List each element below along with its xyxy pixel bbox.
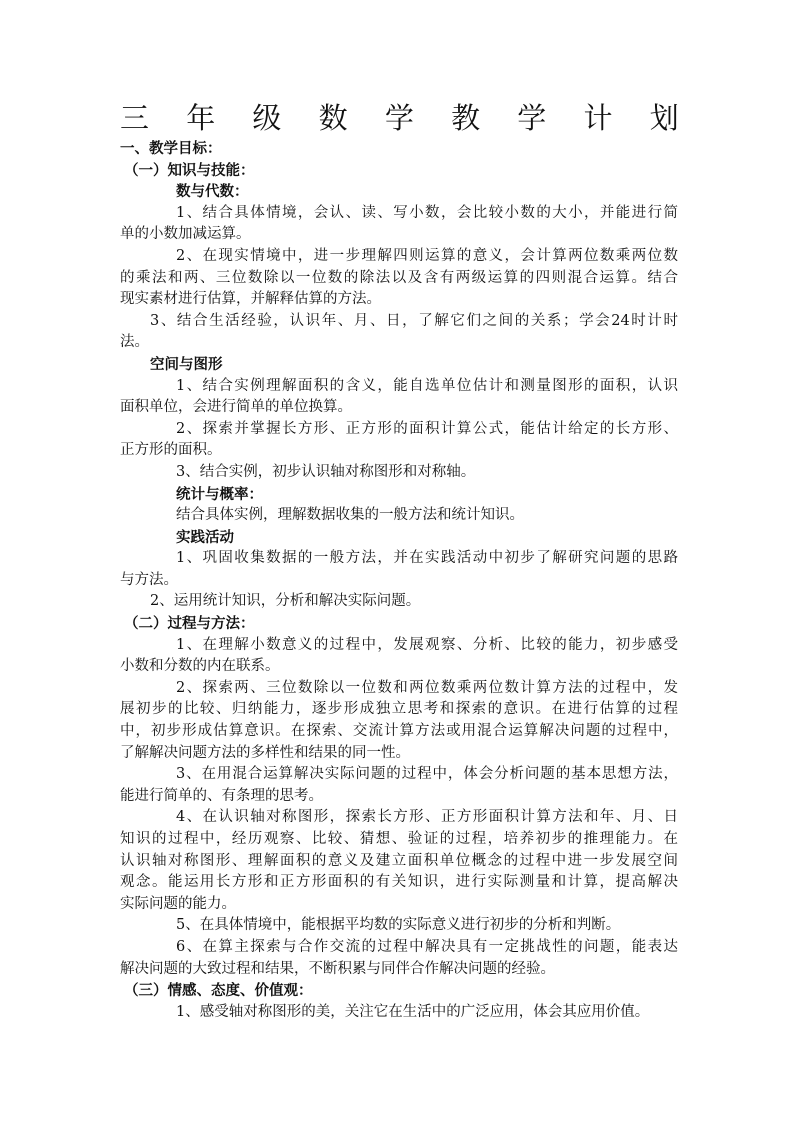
paragraph-line: 与方法。: [120, 571, 178, 588]
paragraph-line: 2、探索并掌握长方形、正方形的面积计算公式，能估计给定的长方形、: [176, 420, 678, 437]
paragraph-line: 3、结合实例，初步认识轴对称图形和对称轴。: [176, 463, 476, 480]
paragraph-line: 4、在认识轴对称图形，探索长方形、正方形面积计算方法和年、月、日: [176, 809, 678, 826]
paragraph-line: 2、在现实情境中，进一步理解四则运算的意义，会计算两位数乘两位数: [176, 247, 678, 264]
paragraph-line: 的乘法和两、三位数除以一位数的除法以及含有两级运算的四则混合运算。结合: [120, 269, 678, 286]
paragraph-line: 3、结合生活经验，认识年、月、日，了解它们之间的关系；学会24时计时: [150, 312, 678, 329]
subsection-heading-process-methods: （二）过程与方法：: [124, 615, 255, 633]
paragraph-line: 1、结合具体情境，会认、读、写小数，会比较小数的大小，并能进行简: [176, 204, 678, 221]
topic-heading-statistics: 统计与概率：: [176, 485, 263, 503]
paragraph-line: 解决问题的大致过程和结果，不断积累与同伴合作解决问题的经验。: [120, 960, 555, 977]
topic-heading-numbers-algebra: 数与代数：: [176, 183, 249, 201]
paragraph-line: 知识的过程中，经历观察、比较、猜想、验证的过程，培养初步的推理能力。在: [120, 831, 678, 847]
page-title: 三 年 级 数 学 教 学 计 划: [120, 101, 693, 135]
paragraph-line: 1、结合实例理解面积的含义，能自选单位估计和测量图形的面积，认识: [176, 377, 678, 394]
subsection-heading-attitudes-values: （三）情感、态度、价值观：: [124, 982, 313, 1000]
topic-heading-practice: 实践活动: [176, 528, 234, 546]
paragraph-line: 6、在算主探索与合作交流的过程中解决具有一定挑战性的问题，能表达: [176, 938, 678, 955]
paragraph-line: 1、感受轴对称图形的美，关注它在生活中的广泛应用，体会其应用价值。: [176, 1003, 650, 1020]
paragraph-line: 2、运用统计知识，分析和解决实际问题。: [150, 593, 421, 610]
paragraph-line: 能进行简单的、有条理的思考。: [120, 787, 323, 804]
paragraph-line: 5、在具体情境中，能根据平均数的实际意义进行初步的分析和判断。: [176, 917, 621, 934]
document-body: [120, 138, 678, 1023]
section-heading-teaching-goals: 一、教学目标：: [120, 140, 222, 157]
paragraph-line: 3、在用混合运算解决实际问题的过程中，体会分析问题的基本思想方法，: [176, 766, 678, 783]
paragraph-line: 1、在理解小数意义的过程中，发展观察、分析、比较的能力，初步感受: [176, 636, 678, 653]
paragraph-line: 实际问题的能力。: [120, 895, 236, 912]
paragraph-line: 观念。能运用长方形和正方形面积的有关知识，进行实际测量和计算，提高解决: [120, 874, 678, 891]
paragraph-line: 面积单位，会进行简单的单位换算。: [120, 399, 352, 416]
paragraph-line: 2、探索两、三位数除以一位数和两位数乘两位数计算方法的过程中，发: [176, 679, 678, 696]
paragraph-line: 展初步的比较、归纳能力，逐步形成独立思考和探索的意识。在进行估算的过程: [120, 701, 678, 718]
paragraph-line: 正方形的面积。: [120, 442, 222, 459]
subsection-heading-knowledge-skills: （一）知识与技能：: [124, 161, 255, 179]
paragraph-line: 现实素材进行估算，并解释估算的方法。: [120, 291, 381, 308]
paragraph-line: 单的小数加减运算。: [120, 226, 251, 243]
paragraph-line: 中，初步形成估算意识。在探索、交流计算方法或用混合运算解决问题的过程中，: [120, 723, 678, 740]
paragraph-line: 了解解决问题方法的多样性和结果的同一性。: [120, 744, 410, 761]
paragraph-line: 认识轴对称图形、理解面积的意义及建立面积单位概念的过程中进一步发展空间: [120, 852, 678, 869]
topic-heading-space-shapes: 空间与图形: [150, 355, 223, 373]
paragraph-line: 结合具体实例，理解数据收集的一般方法和统计知识。: [176, 507, 524, 524]
paragraph-line: 1、巩固收集数据的一般方法，并在实践活动中初步了解研究问题的思路: [176, 550, 678, 567]
paragraph-line: 小数和分数的内在联系。: [120, 658, 280, 675]
paragraph-line: 法。: [120, 334, 149, 351]
